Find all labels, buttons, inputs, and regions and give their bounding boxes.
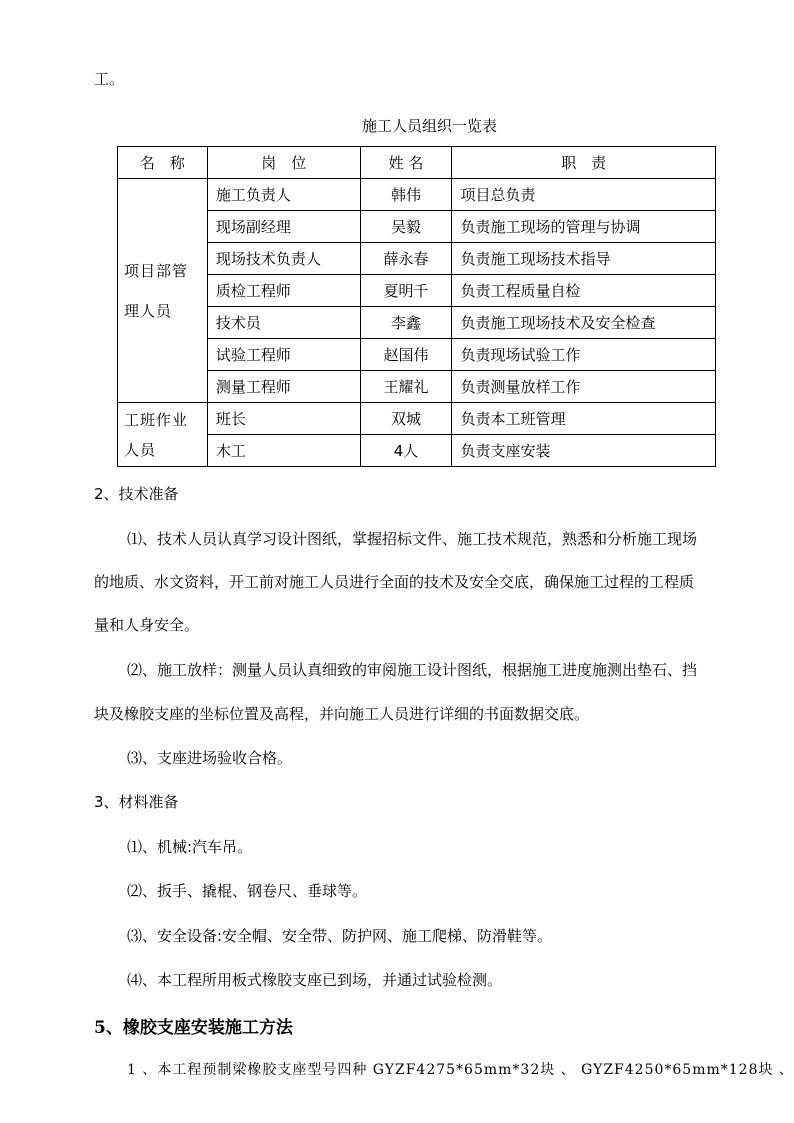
list-item: ⑵、扳手、撬棍、钢卷尺、垂球等。 xyxy=(127,882,368,900)
group-crew xyxy=(118,403,208,467)
table-row xyxy=(118,339,716,371)
duty-cell: 负责本工班管理 xyxy=(452,403,716,435)
paragraph-line: 量和人身安全。 xyxy=(94,616,200,634)
section-heading-tech-prep: 2、技术准备 xyxy=(94,485,179,503)
duty-cell: 负责施工现场技术及安全检查 xyxy=(452,307,716,339)
group-management xyxy=(118,179,208,403)
group-label-line: 人员 xyxy=(124,440,157,459)
table-row xyxy=(118,435,716,467)
staff-table xyxy=(117,146,716,467)
header-post: 岗 位 xyxy=(207,147,360,179)
duty-cell: 负责支座安装 xyxy=(452,435,716,467)
header-name: 姓 名 xyxy=(360,147,452,179)
paragraph-line: 的地质、水文资料，开工前对施工人员进行全面的技术及安全交底，确保施工过程的工程质 xyxy=(94,573,695,591)
list-item: ⑶、安全设备:安全帽、安全带、防护网、施工爬梯、防滑鞋等。 xyxy=(127,927,553,945)
list-item: ⑴、机械:汽车吊。 xyxy=(127,838,253,856)
continued-text: 工。 xyxy=(94,70,125,88)
name-cell: 吴毅 xyxy=(360,211,452,243)
duty-cell: 项目总负责 xyxy=(452,179,716,211)
duty-cell: 负责工程质量自检 xyxy=(452,275,716,307)
table-row xyxy=(118,243,716,275)
post-cell: 木工 xyxy=(207,435,360,467)
post-cell: 现场技术负责人 xyxy=(207,243,360,275)
paragraph-line: ⑵、施工放样：测量人员认真细致的审阅施工设计图纸，根据施工进度施测出垫石、挡 xyxy=(127,661,698,679)
section-heading-material-prep: 3、材料准备 xyxy=(94,793,179,811)
table-row xyxy=(118,211,716,243)
group-label-line: 项目部管 xyxy=(124,261,189,280)
header-category: 名 称 xyxy=(118,147,208,179)
name-cell: 王耀礼 xyxy=(360,371,452,403)
name-cell: 双城 xyxy=(360,403,452,435)
post-cell: 班长 xyxy=(207,403,360,435)
name-cell: 韩伟 xyxy=(360,179,452,211)
name-cell: 薛永春 xyxy=(360,243,452,275)
group-label-line: 工班作业 xyxy=(124,410,189,429)
header-duty: 职 责 xyxy=(452,147,716,179)
table-row xyxy=(118,275,716,307)
duty-cell: 负责测量放样工作 xyxy=(452,371,716,403)
name-cell: 4人 xyxy=(360,435,452,467)
name-cell: 赵国伟 xyxy=(360,339,452,371)
post-cell: 试验工程师 xyxy=(207,339,360,371)
paragraph-line: ⑶、支座进场验收合格。 xyxy=(127,749,293,767)
table-row xyxy=(118,403,716,435)
post-cell: 施工负责人 xyxy=(207,179,360,211)
group-label-line: 理人员 xyxy=(124,301,173,320)
table-row xyxy=(118,179,716,211)
name-cell: 李鑫 xyxy=(360,307,452,339)
paragraph-line: ⑴、技术人员认真学习设计图纸，掌握招标文件、施工技术规范，熟悉和分析施工现场 xyxy=(127,530,698,548)
paragraph-line: 块及橡胶支座的坐标位置及高程，并向施工人员进行详细的书面数据交底。 xyxy=(94,705,590,723)
post-cell: 技术员 xyxy=(207,307,360,339)
table-title: 施工人员组织一览表 xyxy=(362,117,498,135)
post-cell: 测量工程师 xyxy=(207,371,360,403)
name-cell: 夏明千 xyxy=(360,275,452,307)
post-cell: 质检工程师 xyxy=(207,275,360,307)
post-cell: 现场副经理 xyxy=(207,211,360,243)
section-heading-install-method: 5、橡胶支座安装施工方法 xyxy=(94,1018,293,1038)
table-header-row xyxy=(118,147,716,179)
duty-cell: 负责施工现场的管理与协调 xyxy=(452,211,716,243)
duty-cell: 负责现场试验工作 xyxy=(452,339,716,371)
list-item: ⑷、本工程所用板式橡胶支座已到场，并通过试验检测。 xyxy=(127,971,503,989)
table-row xyxy=(118,307,716,339)
duty-cell: 负责施工现场技术指导 xyxy=(452,243,716,275)
paragraph-line: 1 、本工程预制梁橡胶支座型号四种 GYZF4275*65mm*32块 、 GYZF4250*65mm*128块 、 xyxy=(127,1062,794,1078)
table-row xyxy=(118,371,716,403)
